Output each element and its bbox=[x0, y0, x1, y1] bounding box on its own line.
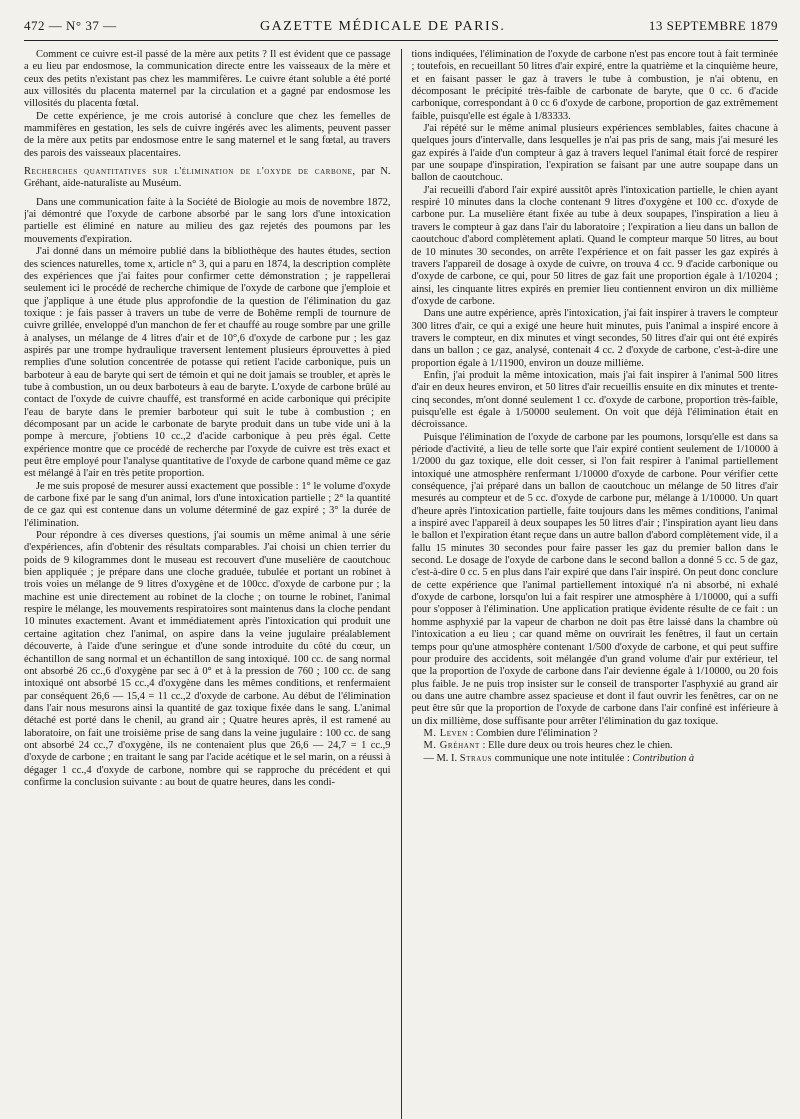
column-divider bbox=[401, 49, 402, 1119]
article-title: Recherches quantitatives sur l'élimination de l'oxyde de carbone, bbox=[24, 166, 356, 178]
running-header bbox=[24, 18, 778, 38]
next-communication: — M. I. Straus communique une note intitulée : Contribution à bbox=[423, 752, 695, 764]
article-heading bbox=[24, 166, 391, 191]
discussion-answer: M. Gréhant : Elle dure deux ou trois heures chez le chien. bbox=[423, 740, 673, 752]
text-columns bbox=[24, 49, 778, 1119]
paragraph: J'ai donné dans un mémoire publié dans la bibliothèque des hautes études, section des sciences naturelles, tome x, article n° 3, qui a paru en 1874, la description complète des expériences que j'ai faites pour confirmer cette démonstration ; je rappellerai seulement ici le procédé de recherche chimique de l'oxyde de carbone que j'emploie et que j'applique à une étude plus approfondie de la question de l'élimination du gaz toxique : je fais passer à travers un tube de verre de Bohême rempli de tournure de cuivre grillée, enveloppé d'un manchon de fer et chauffé au rouge sombre par une grille à analyses, un mélange de 4 litres d'air et de 10°,6 d'oxyde de carbone pur ; les gaz aspirés par une trompe hydraulique traversent lentement plusieurs éprouvettes à pied remplies d'une solution concentrée de potasse qui retient l'acide carbonique, puis un barboteur à eau de baryte qui sert de témoin et qui ne doit jamais se troubler, et après le tube à combustion, un ou deux barboteurs à eau de baryte. L'oxyde de carbone brûlé au contact de l'oxyde de cuivre chauffé, est transformé en acide carbonique qui précipite l'eau de baryte dans le premier barboteur qui suit le tube à combustion ; en décomposant par un acide le carbonate de baryte produit dans un tube vide uni à la pompe à mercure, j'obtiens 10 cc.,2 d'acide carbonique à peu près égal. Cette expérience montre que ce procédé de recherche par l'oxyde de cuivre est très exact et peut être employé pour l'analyse quantitative de l'oxyde de carbone quand même ce gaz est mélangé à l'air en très petite proportion. bbox=[24, 246, 391, 480]
page-number: 472 — N° 37 — bbox=[24, 18, 117, 33]
paragraph: Je me suis proposé de mesurer aussi exactement que possible : 1° le volume d'oxyde de carbone fixé par le sang d'un animal, lors d'une intoxication partielle ; 2° la quantité de ce gaz qui est contenue dans un volume déterminé de gaz expiré ; 3° la durée de l'élimination. bbox=[24, 480, 391, 529]
paragraph: De cette expérience, je me crois autorisé à conclure que chez les femelles de mammifères en gestation, les sels de cuivre ingérés avec les aliments, peuvent passer de la mère aux petits par endosmose entre le sang maternel et le sang fœtal, au travers des parois des vaisseaux placentaires. bbox=[24, 110, 391, 159]
left-column bbox=[24, 49, 391, 1119]
journal-title: GAZETTE MÉDICALE DE PARIS. bbox=[260, 19, 506, 34]
paragraph: J'ai répété sur le même animal plusieurs expériences semblables, faites chacune à quelques jours d'intervalle, dans lesquelles je n'ai pas pris de sang, mais j'ai mesuré les gaz expirés à l'aide d'un compteur à gaz à travers lequel l'animal était forcé de respirer par une soupape d'inspiration, l'expiration se faisant par une autre soupape dans un ballon de caoutchouc. bbox=[411, 123, 778, 184]
paragraph: Pour répondre à ces diverses questions, j'ai soumis un même animal à une série d'expériences, afin d'obtenir des résultats comparables. J'ai choisi un chien terrier du poids de 9 kilogrammes dont le museau est recouvert d'une muselière de caoutchouc bien appliquée ; je prépare dans une cloche graduée, tubulée et portant un robinet à trois voies un mélange de 9 litres d'oxygène et de 100cc. d'oxyde de carbone pur ; la machine est unie directement au robinet de la cloche ; on tourne le robinet, l'animal respire le mélange, les mouvements respiratoires sont maintenus dans la cloche pendant 10 minutes exactement. Avant et immédiatement après l'intoxication qui produit une certaine agitation chez l'animal, on aspire dans la veine jugulaire préalablement découverte, à l'aide d'une seringue et d'une sonde introduite du côté du cœur, un échantillon de sang normal et un échantillon de sang intoxiqué. 100 cc. de sang normal ont absorbé 26 cc.,6 d'oxygène par sec à 0° et à la pression de 760 ; 100 cc. de sang intoxiqué ont absorbé 15 cc.,4 d'oxygène dans les mêmes conditions, et renfermaient par conséquent 26,6 — 15,4 = 11 cc.,2 d'oxyde de carbone. Au début de l'élimination dans l'air nous mesurons ainsi la quantité de gaz toxique fixée dans le sang. L'animal détaché est porté dans le chenil, au grand air ; Quatre heures après, il est ramené au laboratoire, on fait une troisième prise de sang dans la veine jugulaire : 100 cc. de sang ont absorbé 24 cc.,7 d'oxygène, ils ne contenaient plus que 26,6 — 24,7 = 1 cc.,9 d'oxyde de carbone ; en traitant le sang par l'acide acétique et le sel marin, on a réussi à dégager 1 cc.,4 d'oxyde de carbone, nombre qui se rapproche du précédent et qui confirme la conclusion suivante : au bout de quatre heures, dans les condi- bbox=[24, 530, 391, 788]
paragraph: Enfin, j'ai produit la même intoxication, mais j'ai fait inspirer à l'animal 500 litres d'air en deux heures environ, et 50 litres d'air recueillis ensuite en dix minutes et trente-cinq secondes, m'ont donné seulement 1 cc. d'oxyde de carbone, proportion très-faible, puisqu'elle est égale à 1/50000 seulement. On voit que déjà l'élimination était en décroissance. bbox=[411, 369, 778, 431]
discussion-question: M. Leven : Combien dure l'élimination ? bbox=[423, 727, 598, 739]
paragraph: tions indiquées, l'élimination de l'oxyde de carbone n'est pas encore tout à fait terminée ; toutefois, en recueillant 50 litres d'air expiré, entre la quatrième et la cinquième heure, et en faisant passer le gaz à travers le tube à combustion, je n'ai obtenu, en décomposant le précipité très-faible de carbonate de baryte, que 0 cc. 6 d'acide carbonique, correspondant à 0 cc 6 d'oxyde de carbone, proportion de gaz extrêmement faible, puisqu'elle est égale à 1/83333. bbox=[411, 49, 778, 122]
paragraph: J'ai recueilli d'abord l'air expiré aussitôt après l'intoxication partielle, le chien ayant respiré 10 minutes dans la cloche contenant 9 litres d'oxygène et 100 cc. d'oxyde de carbone pur. La muselière étant fixée au tube à deux soupapes, l'inspiration a lieu à travers le compteur à gaz dans l'air du laboratoire ; l'expiration a lieu dans un ballon de caoutchouc d'abord complètement aplati. Quand le compteur marque 50 litres, au bout de 10 minutes 30 secondes, on arrête l'expérience et on fait passer les gaz expirés à travers l'appareil de dosage à oxyde de cuivre, on trouva 4 cc. 9 d'acide carbonique ou d'oxyde de carbone, ce qui, pour 50 litres de gaz fait une proportion égale à 1/10204 ; ainsi, les cinquante litres expirés en premier lieu contiennent environ un dix millième d'oxyde de carbone. bbox=[411, 184, 778, 307]
paragraph: Dans une autre expérience, après l'intoxication, j'ai fait inspirer à travers le compteur 300 litres d'air, ce qui a exigé une heure huit minutes, puis l'animal a inspiré encore à travers le compteur, en dix minutes et vingt secondes, 50 litres d'air qui ont été expirés dans un ballon ; ce gaz, analysé, contenait 4 cc. 2 d'oxyde de carbone, c'est-à-dire une proportion égale à 1/11900, environ un douze millième. bbox=[411, 308, 778, 369]
right-column bbox=[411, 49, 778, 1119]
paragraph: Puisque l'élimination de l'oxyde de carbone par les poumons, lorsqu'elle est dans sa période d'activité, a lieu de telle sorte que l'air expiré contient seulement de 1/10000 à 1/2000 du gaz toxique, elle doit cesser, si l'on fait respirer à l'animal partiellement intoxiqué une atmosphère renfermant 1/10000 d'oxyde de carbone. Pour vérifier cette conséquence, j'ai préparé dans un ballon de caoutchouc un mélange de 50 litres d'air mesurés au compteur et de 5 cc. d'oxyde de carbone pur, mélange à 1/10000. Un quart d'heure après l'intoxication partielle, faite toujours dans les mêmes conditions, l'animal a inspiré avec l'appareil à deux soupapes les 50 litres d'air ; l'inspiration ayant lieu dans le ballon et l'expiration étant reçue dans un autre ballon d'abord complètement vide, il a fallu 15 minutes 30 secondes pour faire passer les gaz du premier ballon dans le second. Le dosage de l'oxyde de carbone dans le second ballon a donné 5 cc. 5 de gaz, c'est-à-dire 0 cc. 5 en plus dans l'air expiré que dans l'air inspiré. On peut donc conclure de cette expérience que l'animal partiellement intoxiqué n'a ni absorbé, ni exhalé d'oxyde de carbone, lorsqu'on lui a fait respirer une atmosphère à 1/10000, qui a suffi pour s'opposer à l'élimination. Une application pratique évidente résulte de ce fait : un homme asphyxié par la vapeur de charbon ne doit pas être laissé dans la chambre où l'intoxication a eu lieu ; car quand même on ouvrirait les fenêtres, il faut un certain temps pour qu'une atmosphère contenant 1/500 d'oxyde de carbone, et qui peut suffire pour produire des accidents, soit mélangée d'un grand volume d'air pur extérieur, tel que la proportion de l'oxyde de carbone dans l'air devienne égale à 1/10000, ou 20 fois plus faible. Je ne puis trop insister sur le conseil de transporter l'asphyxié au grand air ou dans une autre chambre assez spacieuse et dont il faut ouvrir les fenêtres, car on ne peut être sûr que la proportion de l'oxyde de carbone dans l'air confiné est inférieure à un dix millième, dose suffisante pour arrêter l'élimination du gaz toxique. bbox=[411, 431, 778, 727]
header-rule bbox=[24, 40, 778, 41]
paragraph: Comment ce cuivre est-il passé de la mère aux petits ? Il est évident que ce passage a eu lieu par endosmose, la communication directe entre les vaisseaux de la mère et ceux des petits n'existant pas chez les mammifères. Le cuivre étant soluble a été porté aux villosités du placenta maternel par la circulation et a gagné par endosmose les villosités du placenta fœtal. bbox=[24, 49, 391, 110]
article-author: par N. Gréhant, aide-naturaliste au Muséum. bbox=[24, 166, 391, 190]
paragraph: Dans une communication faite à la Société de Biologie au mois de novembre 1872, j'ai démontré que l'oxyde de carbone absorbé par le sang lors d'une intoxication partielle est éliminé en nature au milieu des gaz rejetés des poumons par les mouvements d'expiration. bbox=[24, 196, 391, 245]
issue-date: 13 SEPTEMBRE 1879 bbox=[648, 18, 778, 33]
